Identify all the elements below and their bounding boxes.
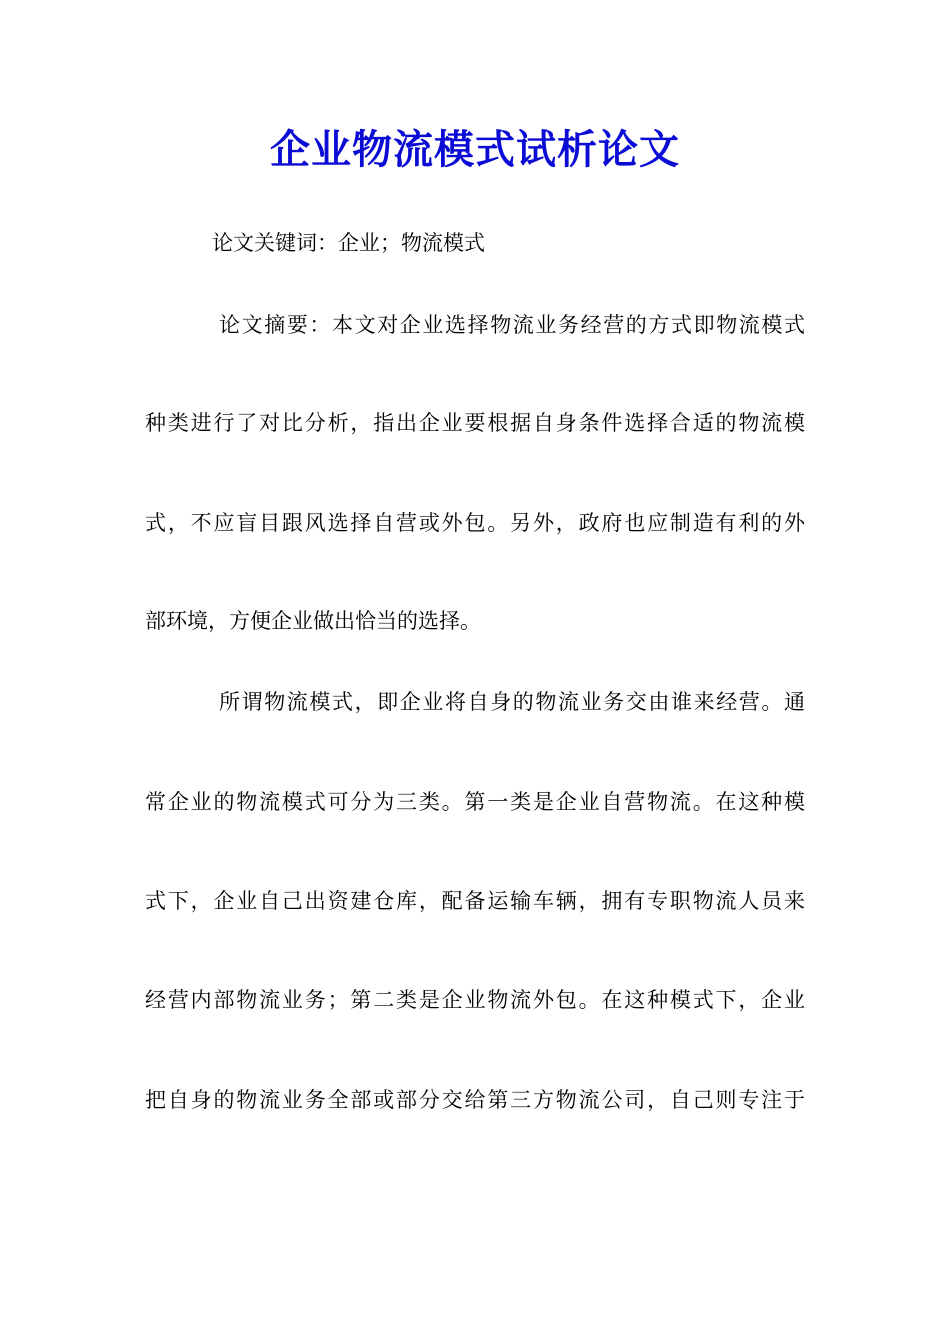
- body-line: 常企业的物流模式可分为三类。第一类是企业自营物流。在这种模: [145, 790, 805, 814]
- body-line: 式下，企业自己出资建仓库，配备运输车辆，拥有专职物流人员来: [145, 889, 805, 913]
- abstract-line: 论文摘要：本文对企业选择物流业务经营的方式即物流模式: [219, 313, 805, 337]
- body-line: 所谓物流模式，即企业将自身的物流业务交由谁来经营。通: [219, 690, 805, 714]
- keywords-line: 论文关键词：企业；物流模式: [212, 231, 485, 255]
- body-line: 把自身的物流业务全部或部分交给第三方物流公司，自己则专注于: [145, 1088, 805, 1112]
- abstract-line: 式，不应盲目跟风选择自营或外包。另外，政府也应制造有利的外: [145, 511, 805, 535]
- document-title: 企业物流模式试析论文: [270, 126, 680, 173]
- abstract-line: 部环境，方便企业做出恰当的选择。: [145, 609, 481, 633]
- abstract-line: 种类进行了对比分析，指出企业要根据自身条件选择合适的物流模: [145, 411, 805, 435]
- body-line: 经营内部物流业务；第二类是企业物流外包。在这种模式下，企业: [145, 988, 805, 1012]
